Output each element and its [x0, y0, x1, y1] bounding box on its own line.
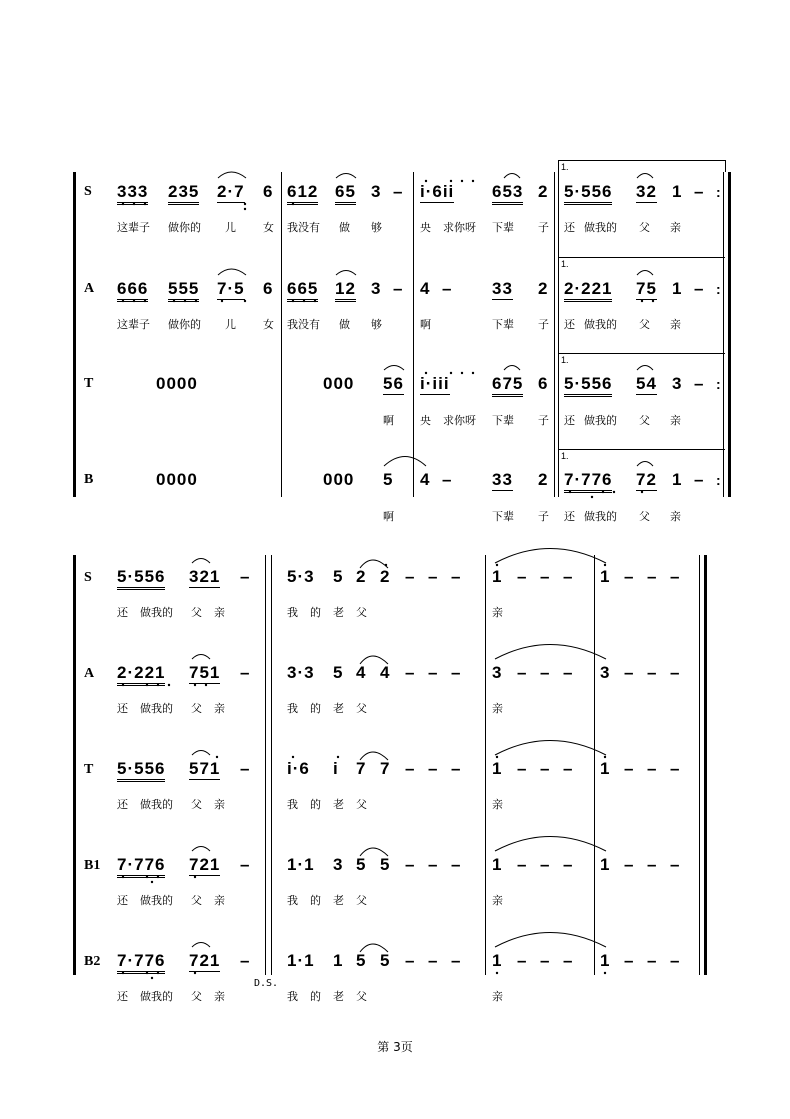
lyric-t2-8: 父 [356, 798, 367, 811]
note-t1-3: 56 [383, 374, 404, 393]
note-b22-11: 1 [492, 951, 503, 970]
note-a1-15: 1 [672, 279, 683, 298]
lyric-a1-3: 儿 [225, 318, 236, 331]
part-name-b2: B2 [84, 954, 101, 969]
lyric-t2-2: 做我的 [140, 798, 173, 811]
volta-label-a: 1. [561, 259, 569, 269]
lyric-s2-8: 父 [356, 606, 367, 619]
lyric-s1-8: 央 [420, 221, 431, 234]
lyric-t2-1: 还 [117, 798, 128, 811]
lyric-b22-9: 亲 [492, 990, 503, 1003]
note-b22-3: – [240, 951, 251, 970]
lyric-t1-8: 父 [639, 414, 650, 427]
lyric-a1-7: 够 [371, 318, 382, 331]
note-s2-13: – [540, 567, 551, 586]
note-s2-4: 5·3 [287, 567, 315, 586]
note-b1-2: 000 [323, 470, 355, 489]
repeat-sign-s: : [716, 184, 721, 200]
part-name-s2: S [84, 570, 92, 585]
lyric-s1-12: 还 [564, 221, 575, 234]
lyric-b12-4: 亲 [214, 894, 225, 907]
volta-label-s: 1. [561, 162, 569, 172]
note-t2-1: 5·556 [117, 759, 165, 782]
note-b12-15: 1 [600, 855, 611, 874]
lyric-s1-15: 亲 [670, 221, 681, 234]
lyric-b1-4: 还 [564, 510, 575, 523]
repeat-sign-b: : [716, 472, 721, 488]
note-t2-6: 7 [356, 759, 367, 778]
note-b22-18: – [670, 951, 681, 970]
note-b12-5: 3 [333, 855, 344, 874]
note-b12-18: – [670, 855, 681, 874]
lyric-t1-7: 做我的 [584, 414, 617, 427]
lyric-a2-9: 亲 [492, 702, 503, 715]
note-a1-4: 6 [263, 279, 274, 298]
note-s2-16: – [624, 567, 635, 586]
note-t1-5: 675 [492, 374, 523, 397]
part-name-b1: B1 [84, 858, 101, 873]
note-b12-7: 5 [380, 855, 391, 874]
note-b22-15: 1 [600, 951, 611, 970]
page-number: 第 3页 [377, 1040, 413, 1054]
note-a2-18: – [670, 663, 681, 682]
lyric-b22-3: 父 [191, 990, 202, 1003]
note-s1-1: 333 [117, 182, 148, 205]
note-t2-11: 1 [492, 759, 503, 778]
lyric-t2-4: 亲 [214, 798, 225, 811]
lyric-s1-5: 我没有 [287, 221, 320, 234]
note-t2-14: – [563, 759, 574, 778]
lyric-s2-9: 亲 [492, 606, 503, 619]
note-b22-4: 1·1 [287, 951, 315, 970]
lyric-s1-10: 下辈 [492, 221, 514, 234]
lyric-a2-7: 老 [333, 702, 344, 715]
lyric-b1-7: 亲 [670, 510, 681, 523]
note-a1-2: 555 [168, 279, 199, 302]
note-b12-11: 1 [492, 855, 503, 874]
note-s2-18: – [670, 567, 681, 586]
lyric-s2-2: 做我的 [140, 606, 173, 619]
note-s1-5: 612 [287, 182, 318, 205]
note-b1-5: – [442, 470, 453, 489]
note-s1-4: 6 [263, 182, 274, 201]
note-t2-10: – [451, 759, 462, 778]
note-t2-8: – [405, 759, 416, 778]
note-b1-3: 5 [383, 470, 394, 489]
lyric-s2-4: 亲 [214, 606, 225, 619]
lyric-b12-2: 做我的 [140, 894, 173, 907]
lyric-a1-5: 我没有 [287, 318, 320, 331]
note-b22-17: – [647, 951, 658, 970]
lyric-s2-1: 还 [117, 606, 128, 619]
note-a1-14: 75 [636, 279, 657, 298]
note-s2-1: 5·556 [117, 567, 165, 590]
lyric-b12-7: 老 [333, 894, 344, 907]
note-b12-10: – [451, 855, 462, 874]
lyric-a1-13: 父 [639, 318, 650, 331]
lyric-s1-13: 做我的 [584, 221, 617, 234]
note-b12-12: – [517, 855, 528, 874]
note-b12-16: – [624, 855, 635, 874]
note-b12-9: – [428, 855, 439, 874]
lyric-s2-7: 老 [333, 606, 344, 619]
note-a2-13: – [540, 663, 551, 682]
lyric-a1-4: 女 [263, 318, 274, 331]
lyric-t2-5: 我 [287, 798, 298, 811]
part-name-b: B [84, 472, 94, 487]
note-s1-10: 653 [492, 182, 523, 205]
note-b22-7: 5 [380, 951, 391, 970]
note-s2-10: – [451, 567, 462, 586]
lyric-a2-4: 亲 [214, 702, 225, 715]
note-a2-16: – [624, 663, 635, 682]
lyric-b1-3: 子 [538, 510, 549, 523]
note-t1-9: 3 [672, 374, 683, 393]
lyric-a1-8: 啊 [420, 318, 431, 331]
note-s2-3: – [240, 567, 251, 586]
lyric-s1-4: 女 [263, 221, 274, 234]
note-s2-11: 1 [492, 567, 503, 586]
note-t1-2: 000 [323, 374, 355, 393]
lyric-t2-7: 老 [333, 798, 344, 811]
lyric-s1-14: 父 [639, 221, 650, 234]
note-s2-8: – [405, 567, 416, 586]
lyric-b22-4: 亲 [214, 990, 225, 1003]
lyric-b22-8: 父 [356, 990, 367, 1003]
lyric-t1-2: 央 [420, 414, 431, 427]
note-a1-1: 666 [117, 279, 148, 302]
lyric-a2-1: 还 [117, 702, 128, 715]
note-s2-2: 321 [189, 567, 221, 586]
note-b12-3: – [240, 855, 251, 874]
note-s2-14: – [563, 567, 574, 586]
lyric-a2-6: 的 [310, 702, 321, 715]
note-b22-13: – [540, 951, 551, 970]
note-b1-4: 4 [420, 470, 431, 489]
note-s2-7: 2 [380, 567, 391, 586]
lyric-a1-11: 还 [564, 318, 575, 331]
lyric-b1-1: 啊 [383, 510, 394, 523]
lyric-s1-9: 求你呀 [443, 221, 476, 234]
volta-label-t: 1. [561, 355, 569, 365]
note-t2-13: – [540, 759, 551, 778]
note-t1-10: – [694, 374, 705, 393]
note-t2-9: – [428, 759, 439, 778]
note-t2-5: i [333, 759, 339, 778]
note-s1-2: 235 [168, 182, 199, 205]
note-a1-7: 3 [371, 279, 382, 298]
lyric-s1-1: 这辈子 [117, 221, 150, 234]
note-t2-7: 7 [380, 759, 391, 778]
note-s2-6: 2 [356, 567, 367, 586]
ds-marking: D.S. [254, 978, 279, 989]
note-a1-13: 2·221 [564, 279, 612, 302]
note-b1-1: 0000 [156, 470, 198, 489]
note-a2-14: – [563, 663, 574, 682]
note-t2-4: i·6 [287, 759, 310, 778]
note-s1-11: 2 [538, 182, 549, 201]
note-b22-16: – [624, 951, 635, 970]
note-t2-15: 1 [600, 759, 611, 778]
note-b22-5: 1 [333, 951, 344, 970]
repeat-sign-t: : [716, 376, 721, 392]
note-a2-5: 5 [333, 663, 344, 682]
note-t1-6: 6 [538, 374, 549, 393]
note-a1-16: – [694, 279, 705, 298]
note-a1-10: – [442, 279, 453, 298]
part-name-t: T [84, 376, 94, 391]
note-t2-2: 571 [189, 759, 221, 778]
note-s1-7: 3 [371, 182, 382, 201]
lyric-a1-9: 下辈 [492, 318, 514, 331]
note-a2-6: 4 [356, 663, 367, 682]
note-b1-7: 2 [538, 470, 549, 489]
lyric-b12-5: 我 [287, 894, 298, 907]
lyric-a1-2: 做你的 [168, 318, 201, 331]
note-b1-10: 1 [672, 470, 683, 489]
lyric-t1-9: 亲 [670, 414, 681, 427]
note-t2-3: – [240, 759, 251, 778]
note-s2-9: – [428, 567, 439, 586]
note-a2-17: – [647, 663, 658, 682]
lyric-b22-1: 还 [117, 990, 128, 1003]
note-b12-1: 7·776 [117, 855, 165, 878]
note-a1-5: 665 [287, 279, 318, 302]
lyric-s2-6: 的 [310, 606, 321, 619]
note-s2-15: 1 [600, 567, 611, 586]
lyric-b1-5: 做我的 [584, 510, 617, 523]
lyric-b22-5: 我 [287, 990, 298, 1003]
note-b12-2: 721 [189, 855, 221, 874]
note-b12-13: – [540, 855, 551, 874]
lyric-t1-5: 子 [538, 414, 549, 427]
note-t1-7: 5·556 [564, 374, 612, 397]
note-b22-2: 721 [189, 951, 221, 970]
note-t2-17: – [647, 759, 658, 778]
note-b22-14: – [563, 951, 574, 970]
lyric-a1-14: 亲 [670, 318, 681, 331]
lyric-s2-3: 父 [191, 606, 202, 619]
note-s1-9: i·6ii [420, 182, 455, 201]
lyric-a1-1: 这辈子 [117, 318, 150, 331]
lyric-b12-1: 还 [117, 894, 128, 907]
note-b12-8: – [405, 855, 416, 874]
lyric-b22-7: 老 [333, 990, 344, 1003]
note-b1-6: 33 [492, 470, 513, 489]
lyric-t1-1: 啊 [383, 414, 394, 427]
note-a2-8: – [405, 663, 416, 682]
note-t1-8: 54 [636, 374, 657, 393]
part-name-s: S [84, 184, 92, 199]
note-b12-6: 5 [356, 855, 367, 874]
note-b22-1: 7·776 [117, 951, 165, 974]
lyric-a2-5: 我 [287, 702, 298, 715]
note-a2-1: 2·221 [117, 663, 165, 686]
note-a1-3: 7·5 [217, 279, 245, 298]
lyric-b12-8: 父 [356, 894, 367, 907]
note-s1-15: – [694, 182, 705, 201]
note-b12-14: – [563, 855, 574, 874]
note-b12-17: – [647, 855, 658, 874]
lyric-s1-2: 做你的 [168, 221, 201, 234]
volta-label-b: 1. [561, 451, 569, 461]
lyric-t1-6: 还 [564, 414, 575, 427]
lyric-t1-3: 求你呀 [443, 414, 476, 427]
note-t2-12: – [517, 759, 528, 778]
note-t1-1: 0000 [156, 374, 198, 393]
note-t2-18: – [670, 759, 681, 778]
note-t1-4: i·iii [420, 374, 450, 393]
lyric-b22-6: 的 [310, 990, 321, 1003]
note-b12-4: 1·1 [287, 855, 315, 874]
note-a2-4: 3·3 [287, 663, 315, 682]
lyric-s1-6: 做 [339, 221, 350, 234]
note-b22-8: – [405, 951, 416, 970]
note-b1-8: 7·776 [564, 470, 612, 493]
note-s1-14: 1 [672, 182, 683, 201]
note-s1-3: 2·7 [217, 182, 245, 201]
lyric-a1-10: 子 [538, 318, 549, 331]
lyric-a2-8: 父 [356, 702, 367, 715]
lyric-b1-6: 父 [639, 510, 650, 523]
note-b22-12: – [517, 951, 528, 970]
note-s2-5: 5 [333, 567, 344, 586]
note-s2-17: – [647, 567, 658, 586]
lyric-t2-6: 的 [310, 798, 321, 811]
note-s1-6: 65 [335, 182, 356, 205]
note-s1-8: – [393, 182, 404, 201]
lyric-t2-9: 亲 [492, 798, 503, 811]
note-s2-12: – [517, 567, 528, 586]
lyric-t2-3: 父 [191, 798, 202, 811]
lyric-s1-11: 子 [538, 221, 549, 234]
note-s1-12: 5·556 [564, 182, 612, 205]
lyric-a1-12: 做我的 [584, 318, 617, 331]
note-a2-12: – [517, 663, 528, 682]
note-b22-9: – [428, 951, 439, 970]
lyric-t1-4: 下辈 [492, 414, 514, 427]
lyric-a2-3: 父 [191, 702, 202, 715]
note-a2-11: 3 [492, 663, 503, 682]
lyric-b12-6: 的 [310, 894, 321, 907]
lyric-s2-5: 我 [287, 606, 298, 619]
note-a1-6: 12 [335, 279, 356, 302]
note-a2-10: – [451, 663, 462, 682]
note-a1-12: 2 [538, 279, 549, 298]
lyric-a2-2: 做我的 [140, 702, 173, 715]
note-a2-15: 3 [600, 663, 611, 682]
note-b1-11: – [694, 470, 705, 489]
part-name-a2: A [84, 666, 95, 681]
note-b22-10: – [451, 951, 462, 970]
lyric-b22-2: 做我的 [140, 990, 173, 1003]
note-a2-9: – [428, 663, 439, 682]
note-a1-9: 4 [420, 279, 431, 298]
lyric-b12-3: 父 [191, 894, 202, 907]
lyric-s1-3: 儿 [225, 221, 236, 234]
lyric-s1-7: 够 [371, 221, 382, 234]
note-a1-11: 33 [492, 279, 513, 298]
note-s1-13: 32 [636, 182, 657, 201]
lyric-b1-2: 下辈 [492, 510, 514, 523]
note-a2-7: 4 [380, 663, 391, 682]
note-t2-16: – [624, 759, 635, 778]
note-b1-9: 72 [636, 470, 657, 489]
part-name-t2: T [84, 762, 94, 777]
note-a2-2: 751 [189, 663, 221, 682]
repeat-sign-a: : [716, 281, 721, 297]
part-name-a: A [84, 281, 95, 296]
note-a1-8: – [393, 279, 404, 298]
lyric-a1-6: 做 [339, 318, 350, 331]
note-a2-3: – [240, 663, 251, 682]
lyric-b12-9: 亲 [492, 894, 503, 907]
note-b22-6: 5 [356, 951, 367, 970]
